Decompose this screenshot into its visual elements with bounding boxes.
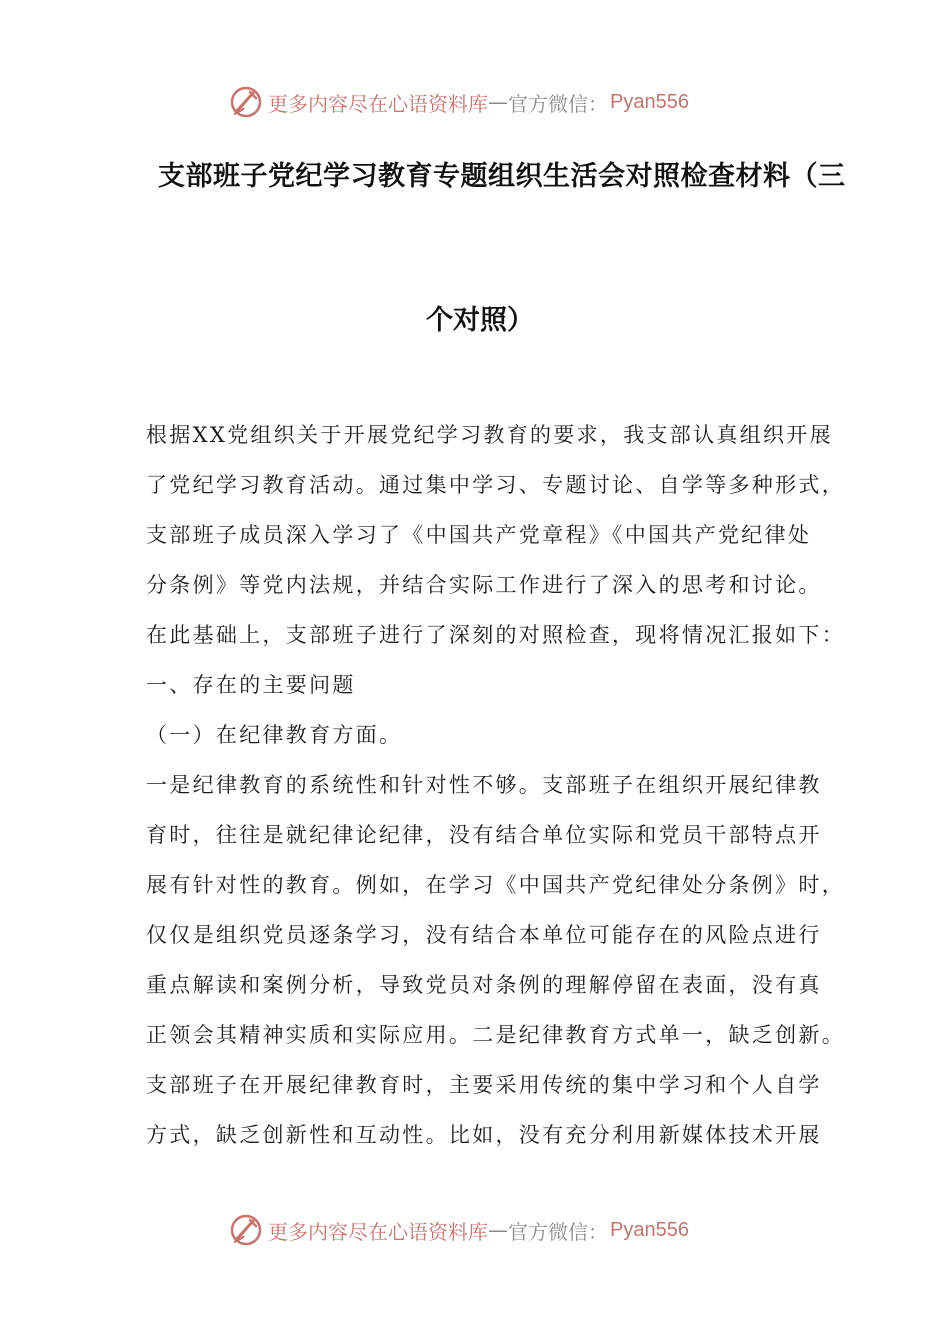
body-line: 正领会其精神实质和实际应用。二是纪律教育方式单一，缺乏创新。 bbox=[146, 1023, 845, 1047]
body-line: 仅仅是组织党员逐条学习，没有结合本单位可能存在的风险点进行 bbox=[146, 923, 822, 947]
document-body bbox=[146, 410, 845, 1160]
footer-watermark bbox=[228, 1210, 689, 1250]
body-line: 育时，往往是就纪律论纪律，没有结合单位实际和党员干部特点开 bbox=[146, 823, 822, 847]
section-heading: 一、存在的主要问题 bbox=[146, 673, 356, 697]
pen-logo-icon bbox=[228, 1212, 264, 1248]
header-watermark bbox=[228, 82, 689, 122]
watermark-wechat-id: Pyan556 bbox=[610, 1218, 689, 1241]
watermark-sub-text: 官方微信： bbox=[508, 91, 608, 116]
body-line: 一是纪律教育的系统性和针对性不够。支部班子在组织开展纪律教 bbox=[146, 773, 822, 797]
body-line: 了党纪学习教育活动。通过集中学习、专题讨论、自学等多种形式， bbox=[146, 473, 845, 497]
pen-logo-icon bbox=[228, 84, 264, 120]
body-line: 在此基础上，支部班子进行了深刻的对照检查，现将情况汇报如下： bbox=[146, 623, 845, 647]
body-line: 支部班子成员深入学习了《中国共产党章程》《中国共产党纪律处 bbox=[146, 523, 812, 547]
body-line: 方式，缺乏创新性和互动性。比如，没有充分利用新媒体技术开展 bbox=[146, 1123, 822, 1147]
document-title-line-1: 支部班子党纪学习教育专题组织生活会对照检查材料（三 bbox=[158, 161, 846, 192]
watermark-main-text: 更多内容尽在心语资料库 bbox=[268, 91, 488, 116]
body-line: 分条例》等党内法规，并结合实际工作进行了深入的思考和讨论。 bbox=[146, 573, 822, 597]
watermark-dash: — bbox=[488, 1218, 508, 1242]
body-line: 重点解读和案例分析，导致党员对条例的理解停留在表面，没有真 bbox=[146, 973, 822, 997]
watermark-wechat-id: Pyan556 bbox=[610, 90, 689, 113]
body-line: 根据XX党组织关于开展党纪学习教育的要求，我支部认真组织开展 bbox=[146, 423, 833, 447]
document-title-line-2: 个对照） bbox=[426, 305, 534, 336]
watermark-sub-text: 官方微信： bbox=[508, 1219, 608, 1244]
watermark-dash: — bbox=[488, 90, 508, 114]
body-line: 展有针对性的教育。例如，在学习《中国共产党纪律处分条例》时， bbox=[146, 873, 845, 897]
body-line: 支部班子在开展纪律教育时，主要采用传统的集中学习和个人自学 bbox=[146, 1073, 822, 1097]
subsection-heading: （一）在纪律教育方面。 bbox=[146, 723, 403, 747]
watermark-main-text: 更多内容尽在心语资料库 bbox=[268, 1219, 488, 1244]
